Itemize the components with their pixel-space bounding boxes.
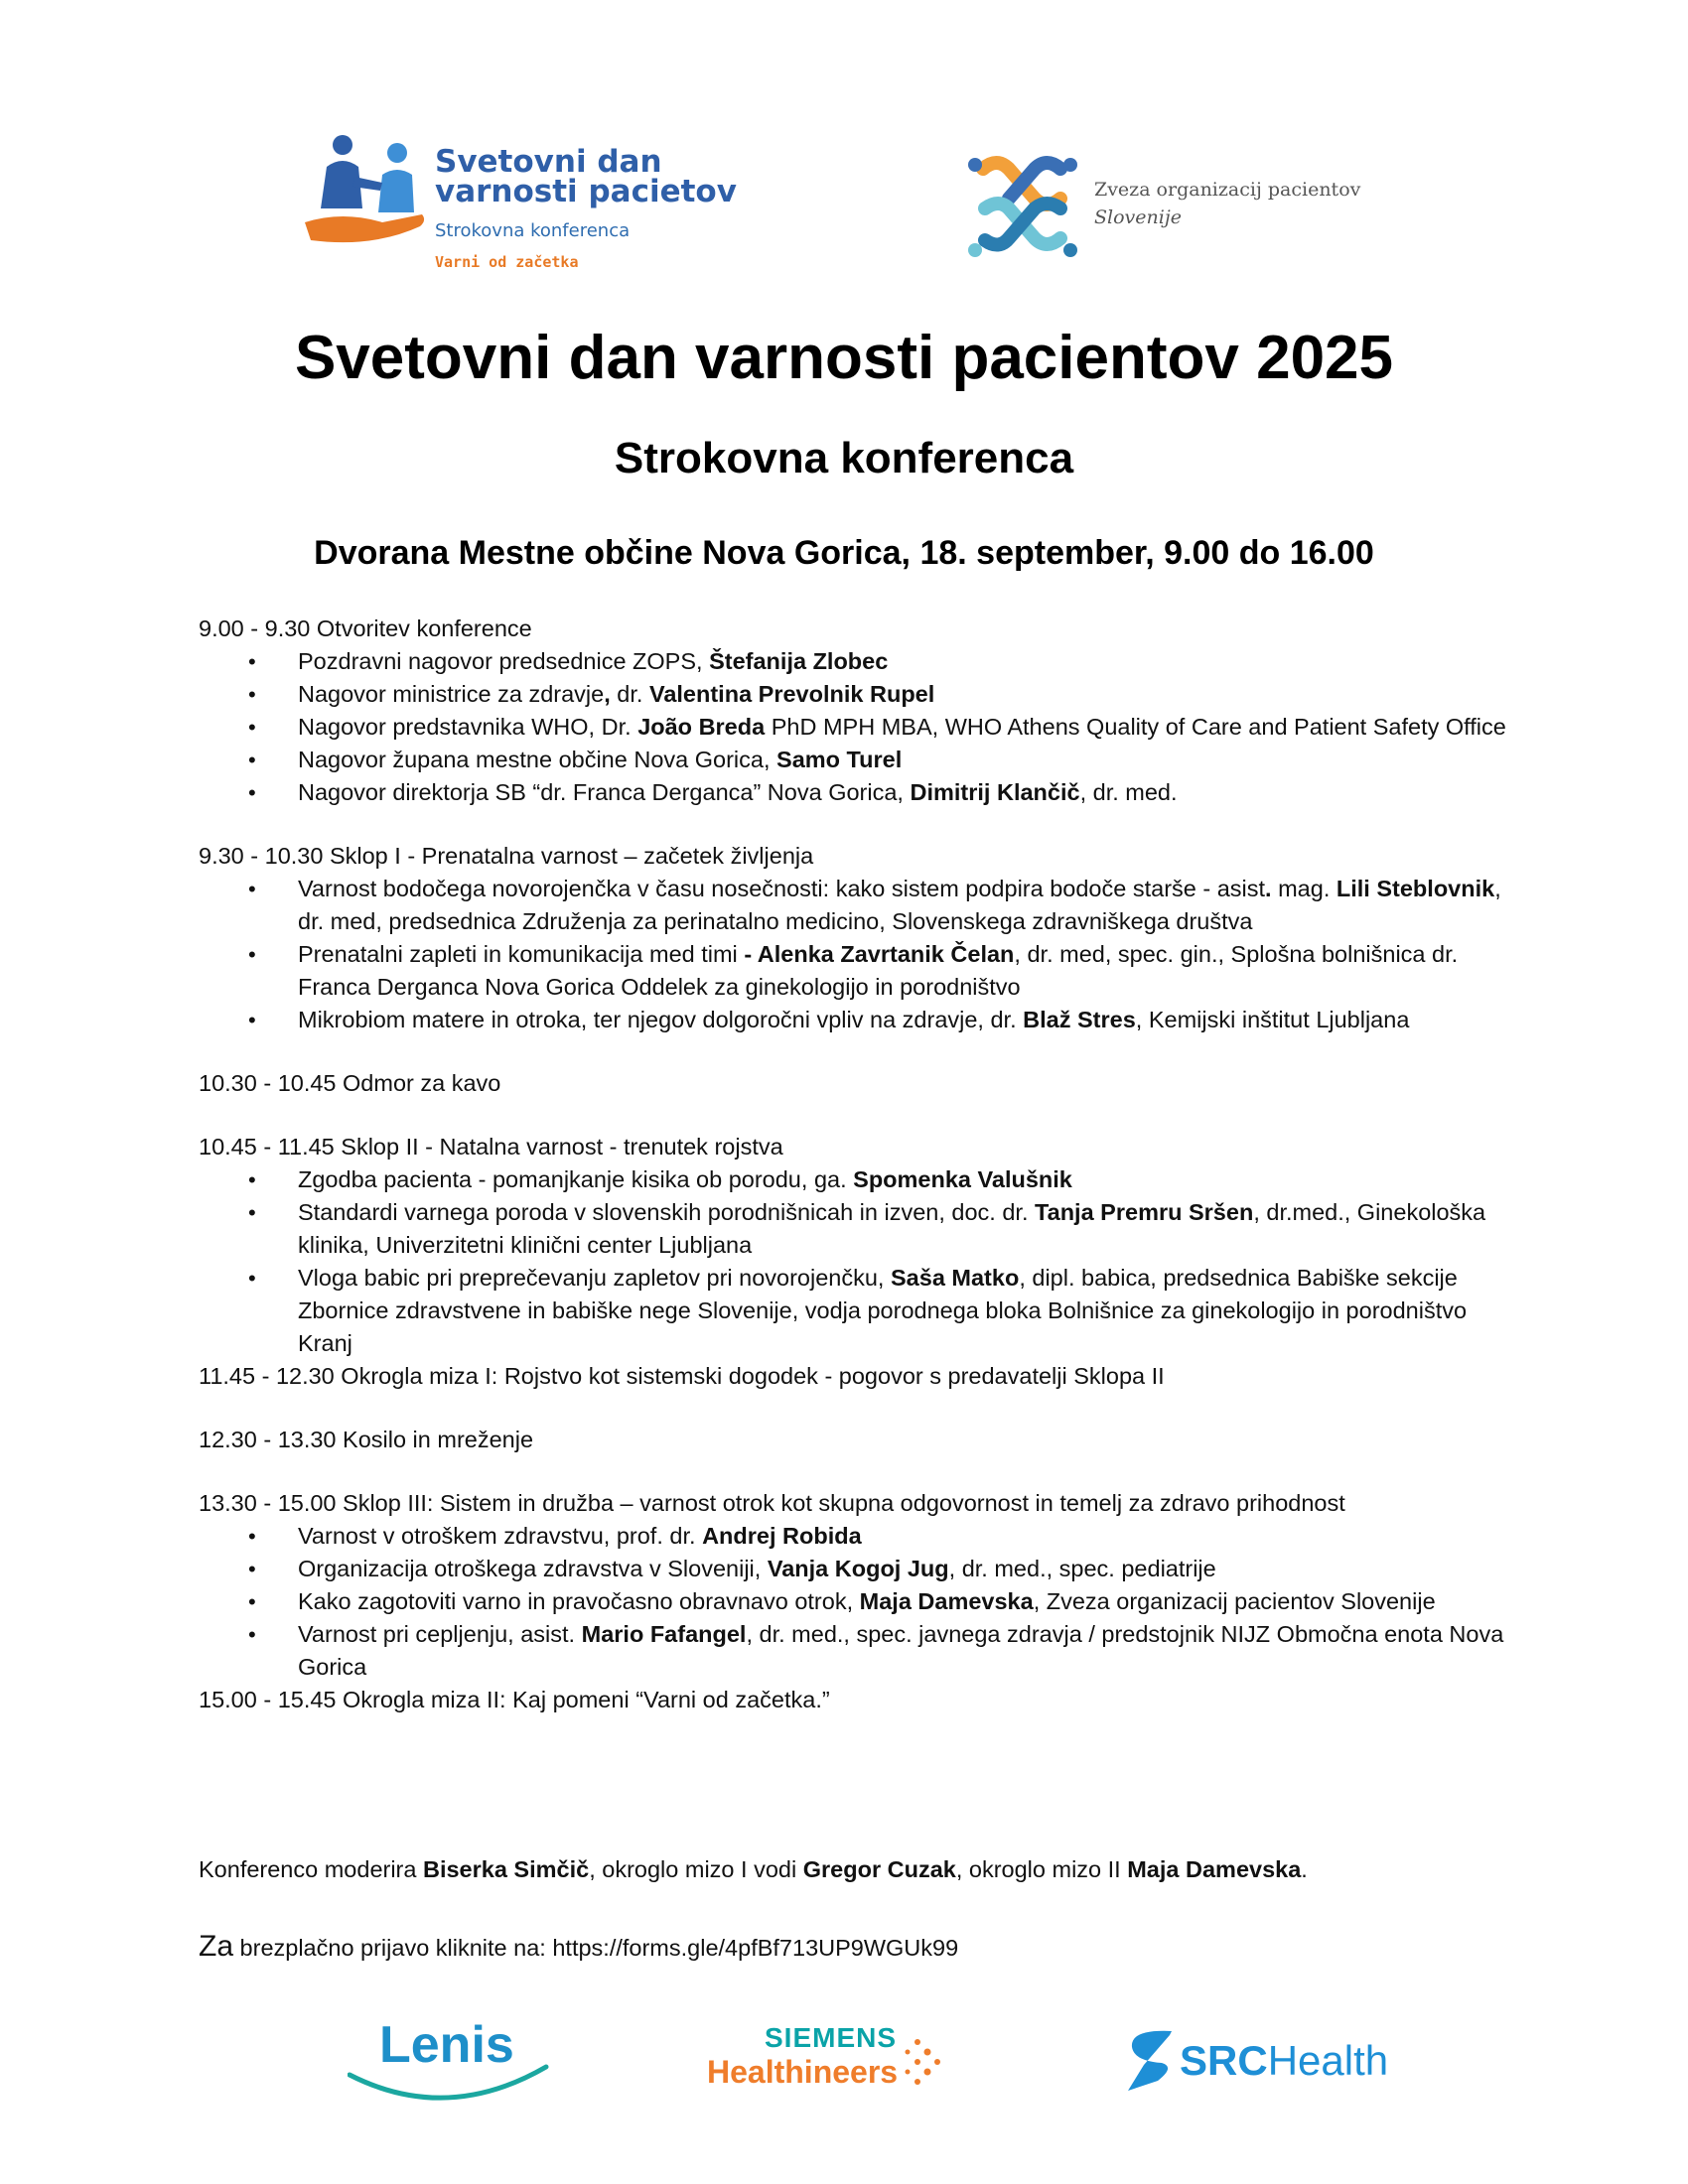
bullet-icon: • [248, 715, 256, 740]
speaker-name: Dimitrij Klančič [910, 779, 1080, 805]
speaker-name: , [604, 681, 611, 707]
moderation-line [199, 1853, 1509, 1886]
text-run: , Kemijski inštitut Ljubljana [1135, 1007, 1410, 1032]
list-item [199, 1004, 1509, 1036]
text-run: Nagovor predstavnika WHO, Dr. [298, 714, 638, 740]
speaker-name: Vanja Kogoj Jug [767, 1556, 949, 1581]
slot-heading: 15.00 - 15.45 Okrogla miza II: Kaj pomeni “Varni od začetka.” [199, 1687, 830, 1712]
text-run: PhD MPH MBA, WHO Athens Quality of Care and Patient Safety Office [765, 714, 1506, 740]
list-item [199, 776, 1509, 809]
list-item [199, 873, 1509, 938]
page-title: Svetovni dan varnosti pacientov 2025 [294, 324, 1394, 392]
text-run: Prenatalni zapleti in komunikacija med timi [298, 941, 745, 967]
healthineers-dots-icon [707, 2020, 965, 2100]
patients-hand-icon [303, 131, 432, 250]
speaker-name: Spomenka Valušnik [853, 1166, 1072, 1192]
text-run: Varnost bodočega novorojenčka v času nosečnosti: kako sistem podpira bodoče starše - asist [298, 876, 1266, 901]
bullet-icon: • [248, 877, 256, 901]
speaker-name: Lili Steblovnik [1336, 876, 1495, 901]
text-run: . [1301, 1856, 1308, 1882]
text-run: Konferenco moderira [199, 1856, 423, 1882]
bullet-icon: • [248, 1167, 256, 1192]
bullet-icon: • [248, 682, 256, 707]
zops-emblem-icon [963, 147, 1082, 264]
logo-left-line4: Varni od začetka [435, 253, 579, 271]
text-run: , dr. med, predsednica Združenja za perinatalno medicino, Slovenskega zdravniškega društva [298, 876, 1501, 934]
src-wordmark [1180, 2037, 1388, 2085]
speaker-name: Štefanija Zlobec [709, 648, 889, 674]
speaker-name: Tanja Premru Sršen [1035, 1199, 1254, 1225]
speaker-name: Samo Turel [776, 747, 903, 772]
program-slot [199, 1360, 1509, 1393]
program-slot [199, 1487, 1509, 1684]
logo-left-line2: varnosti pacietov [435, 174, 737, 209]
lenis-wordmark: Lenis [379, 2016, 514, 2074]
text-run: , dr. med, spec. gin., Splošna bolnišnica dr. Franca Derganca Nova Gorica Oddelek za ginekologijo in porodništvo [298, 941, 1459, 1000]
speaker-name: Biserka Simčič [422, 1856, 590, 1882]
slot-heading: 13.30 - 15.00 Sklop III: Sistem in družba – varnost otrok kot skupna odgovornost in temelj za zdravo prihodnost [199, 1490, 1345, 1516]
text-run: Nagovor ministrice za zdravje [298, 681, 605, 707]
list-item [199, 1262, 1509, 1360]
text-run: Nagovor župana mestne občine Nova Gorica, [298, 747, 777, 772]
text-run: mag. [1271, 876, 1336, 901]
text-run: , okroglo mizo I vodi [589, 1856, 803, 1882]
list-item [199, 1163, 1509, 1196]
sponsor-src-logo [1122, 2025, 1390, 2105]
text-run: Varnost pri cepljenju, asist. [298, 1621, 582, 1647]
registration-line [199, 1929, 1509, 1966]
program [199, 613, 1509, 1716]
slot-heading: 10.45 - 11.45 Sklop II - Natalna varnost - trenutek rojstva [199, 1134, 783, 1160]
slot-heading: 9.30 - 10.30 Sklop I - Prenatalna varnost – začetek življenja [199, 843, 814, 869]
sponsor-lenis-logo [348, 2015, 556, 2105]
list-item [199, 1196, 1509, 1262]
text-run: Organizacija otroškega zdravstva v Sloveniji, [298, 1556, 768, 1581]
bullet-icon: • [248, 1266, 256, 1291]
slot-items [199, 1163, 1509, 1360]
list-item [199, 744, 1509, 776]
src-s-icon [1122, 2025, 1182, 2095]
text-run: , dr. med., spec. javnega zdravja / predstojnik NIJZ Območna enota Nova Gorica [298, 1621, 1504, 1680]
bullet-icon: • [248, 1589, 256, 1614]
slot-heading: 12.30 - 13.30 Kosilo in mreženje [199, 1427, 534, 1452]
bullet-icon: • [248, 1524, 256, 1549]
list-item [199, 678, 1509, 711]
program-slot [199, 1067, 1509, 1100]
program-slot [199, 840, 1509, 1036]
slot-heading: 10.30 - 10.45 Odmor za kavo [199, 1070, 501, 1096]
bullet-icon: • [248, 1557, 256, 1581]
text-run: , Zveza organizacij pacientov Slovenije [1033, 1588, 1436, 1614]
src-wordmark-rest: Health [1267, 2037, 1389, 2084]
speaker-name: Andrej Robida [702, 1523, 862, 1549]
slot-heading: 9.00 - 9.30 Otvoritev konference [199, 615, 532, 641]
speaker-name: João Breda [637, 714, 766, 740]
text-run: , dr.med., Ginekološka klinika, Univerzitetni klinični center Ljubljana [298, 1199, 1486, 1258]
list-item [199, 1520, 1509, 1553]
speaker-name: . [1265, 876, 1272, 901]
text-run: Kako zagotoviti varno in pravočasno obravnavo otrok, [298, 1588, 860, 1614]
speaker-name: Mario Fafangel [581, 1621, 747, 1647]
slot-items [199, 645, 1509, 809]
text-run: Pozdravni nagovor predsednice ZOPS, [298, 648, 710, 674]
lenis-swoosh-icon [348, 2015, 556, 2105]
siemens-wordmark: SIEMENS [765, 2022, 898, 2053]
healthineers-wordmark: Healthineers [707, 2054, 899, 2090]
program-slot [199, 613, 1509, 809]
list-item [199, 1585, 1509, 1618]
text-run: Mikrobiom matere in otroka, ter njegov dolgoročni vpliv na zdravje, dr. [298, 1007, 1024, 1032]
text-run: , okroglo mizo II [955, 1856, 1128, 1882]
logo-zops [963, 147, 1400, 266]
speaker-name: Saša Matko [891, 1265, 1020, 1291]
speaker-name: Valentina Prevolnik Rupel [648, 681, 935, 707]
venue-line: Dvorana Mestne občine Nova Gorica, 18. september, 9.00 do 16.00 [314, 534, 1374, 572]
text-run: , dipl. babica, predsednica Babiške sekcije Zbornice zdravstvene in babiške nege Slovenije, vodja porodnega bloka Bolnišnice za ginekologijo in porodništvo Kranj [298, 1265, 1468, 1356]
bullet-icon: • [248, 649, 256, 674]
logo-right-line1: Zveza organizacij pacientov [1094, 179, 1361, 201]
logo-left-line3: Strokovna konferenca [435, 220, 631, 241]
speaker-name: Maja Damevska [859, 1588, 1034, 1614]
slot-heading: 11.45 - 12.30 Okrogla miza I: Rojstvo kot sistemski dogodek - pogovor s predavatelji Sklopa II [199, 1363, 1165, 1389]
program-slot [199, 1684, 1509, 1716]
list-item [199, 1553, 1509, 1585]
text-run: Standardi varnega poroda v slovenskih porodnišnicah in izven, doc. dr. [298, 1199, 1036, 1225]
text-run: , dr. med. [1079, 779, 1178, 805]
text-run: dr. [610, 681, 649, 707]
speaker-name: Maja Damevska [1127, 1856, 1302, 1882]
text-run: Zgodba pacienta - pomanjkanje kisika ob porodu, ga. [298, 1166, 854, 1192]
bullet-icon: • [248, 1200, 256, 1225]
registration-za: Za [199, 1930, 234, 1963]
list-item [199, 938, 1509, 1004]
logo-left-line1: Svetovni dan [435, 144, 662, 180]
speaker-name: Gregor Cuzak [802, 1856, 956, 1882]
src-wordmark-bold: SRC [1180, 2037, 1268, 2084]
speaker-name: - Alenka Zavrtanik Čelan [744, 941, 1015, 967]
list-item [199, 711, 1509, 744]
list-item [199, 1618, 1509, 1684]
program-slot [199, 1131, 1509, 1360]
slot-items [199, 873, 1509, 1036]
speaker-name: Blaž Stres [1023, 1007, 1136, 1032]
text-run: , dr. med., spec. pediatrije [948, 1556, 1216, 1581]
logo-svetovni-dan [303, 131, 737, 280]
page-subtitle: Strokovna konferenca [614, 434, 1074, 482]
text-run: Vloga babic pri preprečevanju zapletov pri novorojenčku, [298, 1265, 891, 1291]
text-run: Varnost v otroškem zdravstvu, prof. dr. [298, 1523, 703, 1549]
bullet-icon: • [248, 1622, 256, 1647]
bullet-icon: • [248, 1008, 256, 1032]
logo-right-line2: Slovenije [1094, 206, 1182, 228]
text-run: Nagovor direktorja SB “dr. Franca Derganca” Nova Gorica, [298, 779, 911, 805]
bullet-icon: • [248, 748, 256, 772]
list-item [199, 645, 1509, 678]
program-slot [199, 1424, 1509, 1456]
bullet-icon: • [248, 942, 256, 967]
registration-link-text[interactable]: brezplačno prijavo kliknite na: https://forms.gle/4pfBf713UP9WGUk99 [233, 1935, 959, 1961]
sponsor-siemens-logo [707, 2020, 965, 2100]
bullet-icon: • [248, 780, 256, 805]
slot-items [199, 1520, 1509, 1684]
